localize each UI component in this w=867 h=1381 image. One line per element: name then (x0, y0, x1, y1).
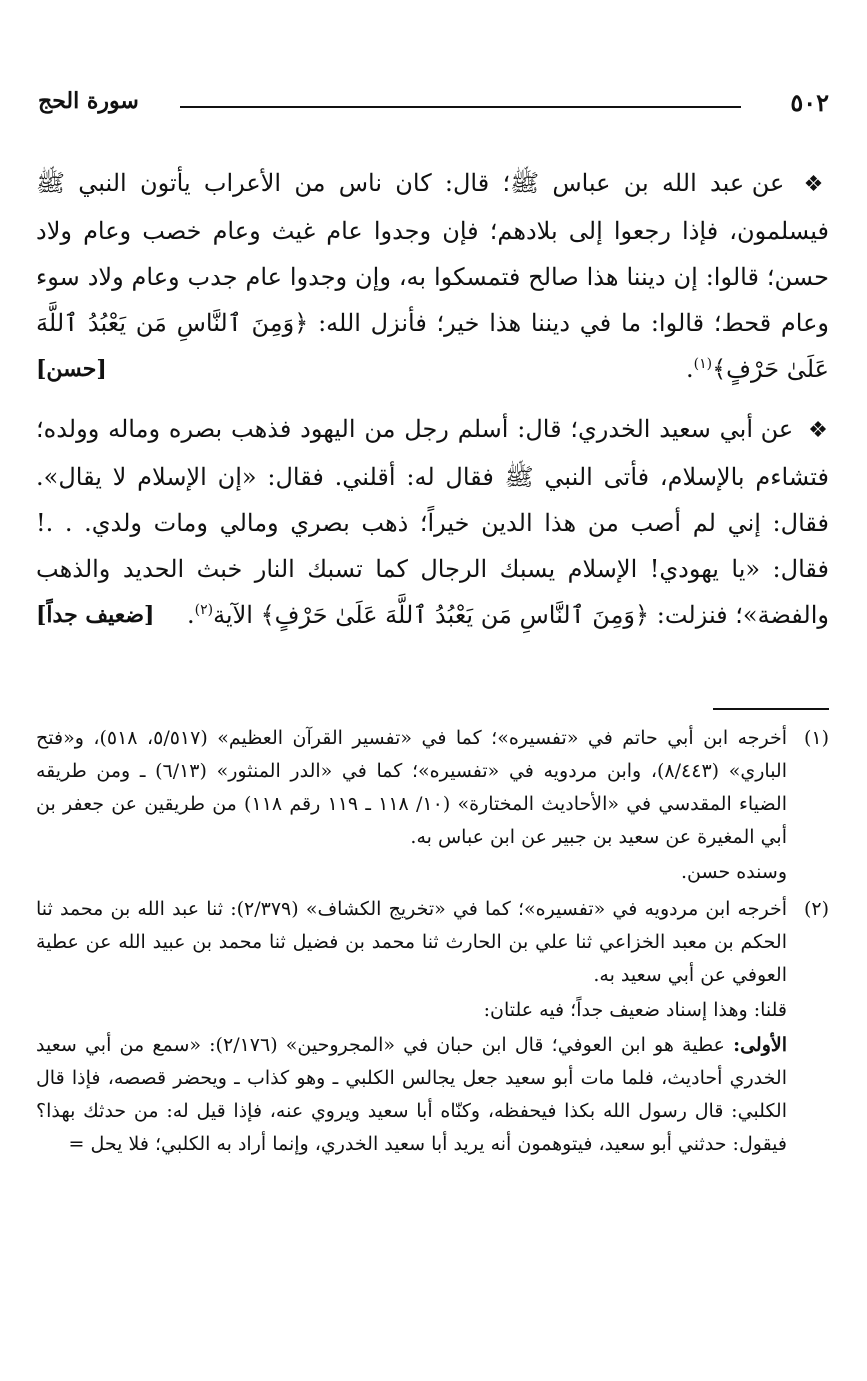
footnote-2 (36, 893, 829, 1161)
hadith-2-grade: [ضعيف جداً] (36, 602, 155, 628)
header-rule (180, 106, 741, 108)
surah-title: سورة الحج (38, 88, 139, 114)
footnote-ref-1[interactable]: (١) (693, 356, 713, 372)
footnote-1-text: أخرجه ابن أبي حاتم في «تفسيره»؛ كما في «تفسير القرآن العظيم» (٥/٥١٧، ٥١٨)، و«فتح الباري» (٨/٤٤٣)، وابن مردويه في «تفسيره»؛ كما في «الدر المنثور» (٦/١٣) ـ ومن طريقه الضياء المقدسي في «الأحاديث المختارة» (١٠/ ١١٨ ـ ١١٩ رقم ١١٨) من طريقين عن جعفر بن أبي المغيرة عن سعيد بن جبير عن ابن عباس به. (36, 727, 788, 848)
footnote-2-verdict: قلنا: وهذا إسناد ضعيف جداً؛ فيه علتان: (483, 999, 787, 1021)
main-text (36, 160, 829, 652)
hadith-1-end: . (685, 355, 694, 383)
hadith-2-after: الآية (213, 601, 253, 629)
page-number: ٥٠٢ (790, 88, 829, 117)
footnote-2-first-defect (36, 1029, 787, 1161)
footnotes (36, 722, 829, 1165)
hadith-1-grade: [حسن] (36, 356, 107, 382)
hadith-2-text: عن أبي سعيد الخدري؛ قال: أسلم رجل من اليهود فذهب بصره وماله وولده؛ فتشاءم بالإسلام، فأتى النبي ﷺ فقال له: أقلني. فقال: «إن الإسلام لا يقال». فقال: إني لم أصب من هذا الدين خيراً؛ ذهب بصري ومالي ومات ولدي. . .! فقال: «يا يهودي! الإسلام يسبك الرجال كما تسبك النار خبث الحديد والذهب والفضة»؛ فنزلت: (36, 415, 829, 629)
footnote-separator (713, 708, 829, 710)
footnote-1 (36, 722, 829, 889)
page-header (38, 88, 829, 128)
hadith-1-text: عن عبد الله بن عباس ﷺ؛ قال: كان ناس من الأعراب يأتون النبي ﷺ فيسلمون، فإذا رجعوا إلى بلادهم؛ فإن وجدوا عام غيث وعام خصب وعام ولاد حسن؛ قالوا: إن ديننا هذا صالح فتمسكوا به، وإن وجدوا عام جدب وعام ولاد سوء وعام قحط؛ قالوا: ما في ديننا هذا خير؛ فأنزل الله: (36, 169, 829, 337)
hadith-2-end: . (186, 601, 195, 629)
hadith-1-quran: ﴿وَمِنَ ٱلنَّاسِ مَن يَعْبُدُ ٱللَّهَ عَلَىٰ حَرْفٍ﴾ (36, 309, 829, 383)
bullet-diamond-icon: ❖ (803, 172, 829, 197)
footnote-1-verdict: وسنده حسن. (681, 861, 787, 883)
hadith-1 (36, 160, 829, 392)
footnote-number: (١) (803, 727, 829, 749)
bullet-diamond-icon: ❖ (808, 418, 829, 443)
footnote-number: (٢) (803, 898, 829, 920)
hadith-2-quran: ﴿وَمِنَ ٱلنَّاسِ مَن يَعْبُدُ ٱللَّهَ عَلَىٰ حَرْفٍ﴾ (260, 601, 650, 629)
first-defect-text: عطية هو ابن العوفي؛ قال ابن حبان في «المجروحين» (٢/١٧٦): «سمع من أبي سعيد الخدري أحاديث، فلما مات أبو سعيد جعل يجالس الكلبي ـ وهو كذاب ـ ويحضر قصصه، فإذا قال الكلبي: قال رسول الله بكذا فيحفظه، وكنّاه أبا سعيد ويروي عنه، فإذا قيل له: من حدثك بهذا؟ فيقول: حدثني أبو سعيد، فيتوهمون أنه يريد أبا سعيد الخدري، وإنما أراد به الكلبي؛ فلا يحل = (36, 1034, 787, 1155)
hadith-2 (36, 406, 829, 638)
footnote-2-text: أخرجه ابن مردويه في «تفسيره»؛ كما في «تخريج الكشاف» (٢/٣٧٩): ثنا عبد الله بن محمد ثنا الحكم بن معبد الخزاعي ثنا علي بن الحارث ثنا محمد بن فضيل ثنا محمد بن عبيد الله عن عطية العوفي عن أبي سعيد به. (36, 898, 787, 986)
first-defect-label: الأولى: (733, 1034, 788, 1056)
footnote-ref-2[interactable]: (٢) (194, 602, 214, 618)
